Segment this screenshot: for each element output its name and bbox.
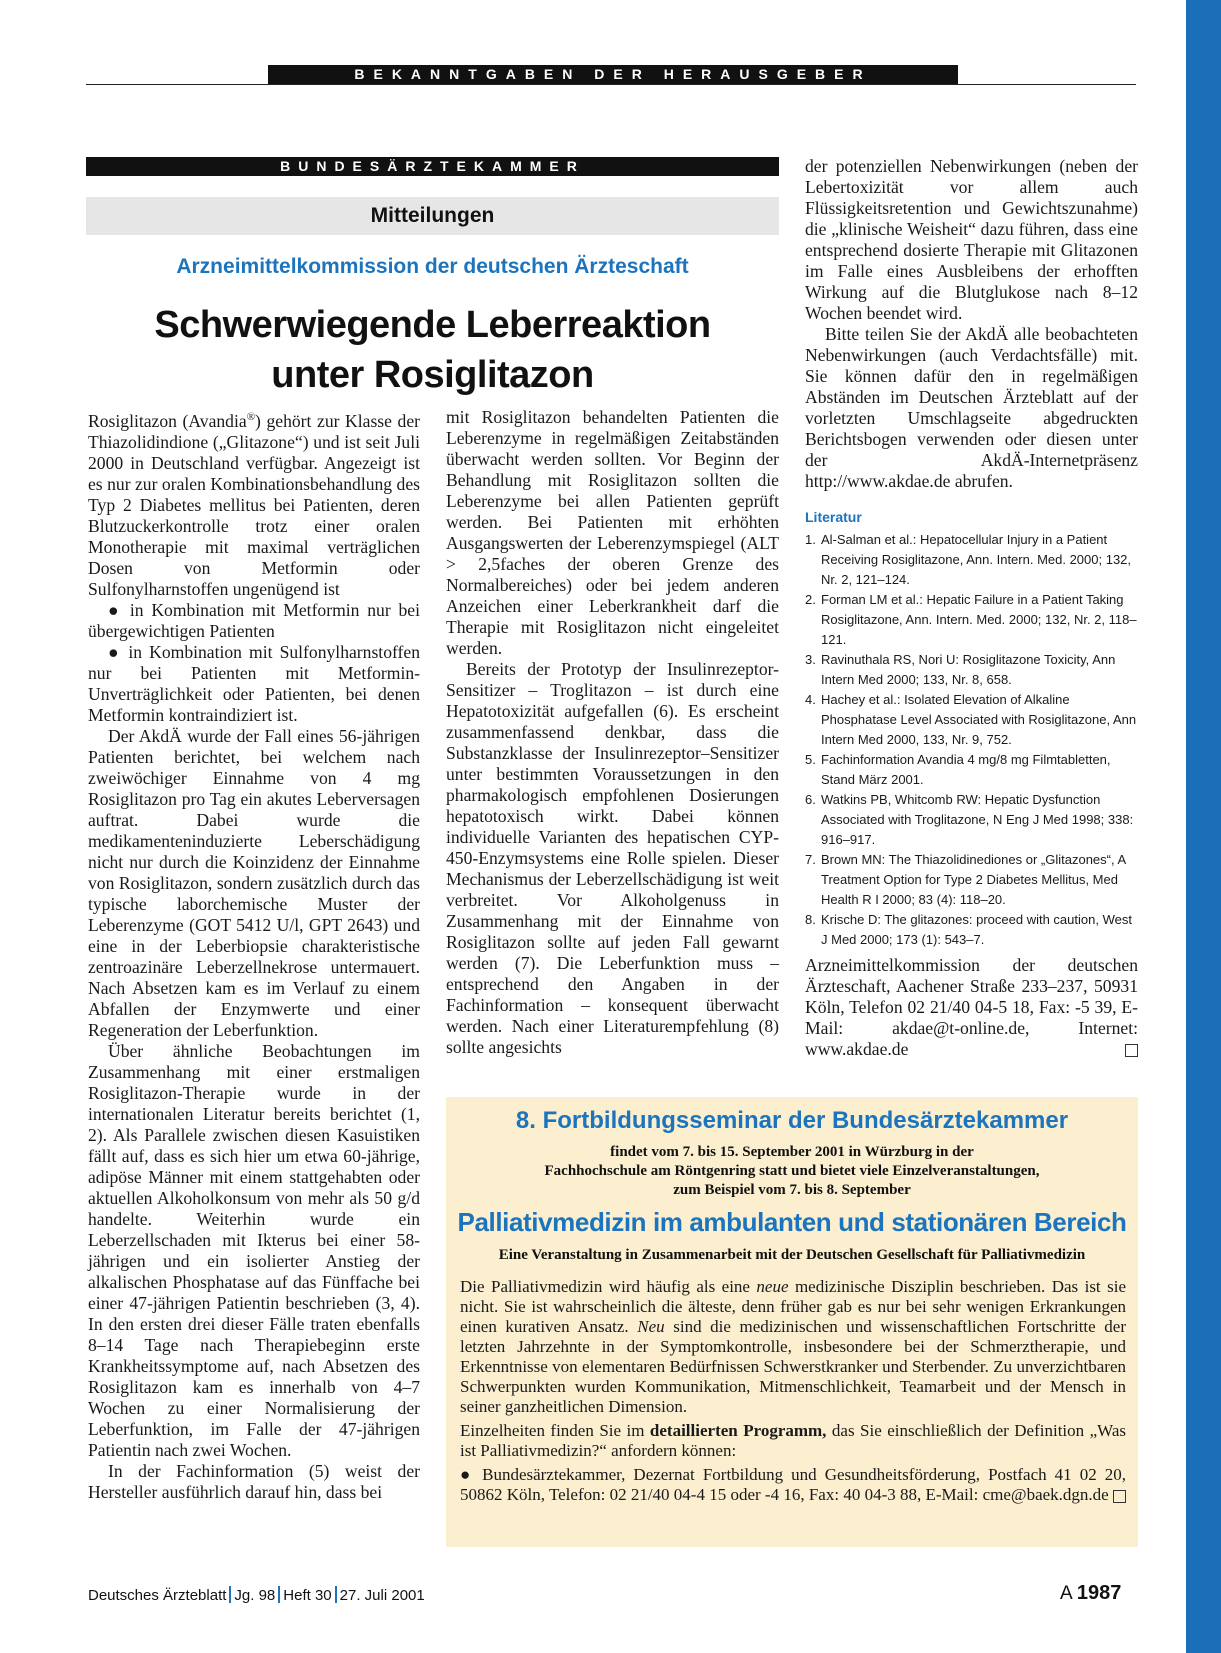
- seminar-subtitle-line: findet vom 7. bis 15. September 2001 in Würzburg in der: [610, 1144, 974, 1160]
- page-number-value: 1987: [1076, 1582, 1122, 1604]
- title-line-1: Schwerwiegende Leberreaktion: [154, 304, 711, 346]
- paragraph: Bereits der Prototyp der Insulinrezeptor-Sensitizer – Troglitazon – ist durch eine Hepatotoxizität aufgefallen (6). Es erscheint zusammenfassend denkbar, dass die Substanzklasse der Insulinrezeptor–Sensitizer unter bestimmten Voraussetzungen in den pharmakologisch empfohlenen Dosierungen hepatotoxisch wirkt. Dabei können individuelle Varianten des hepatischen CYP-450-Enzymsystems eine Rolle spielen. Dieser Mechanismus der Leberzellschädigung ist weit verbreitet. Vor Alkoholgenuss in Zusammenhang mit der Einnahme von Rosiglitazon sollte auf jeden Fall gewarnt werden (7). Die Leberfunktion muss – entsprechend den Angaben in der Fachinformation – konsequent überwacht werden. Nach einer Literaturempfehlung (8) sollte angesichts: [446, 659, 779, 1057]
- paragraph: mit Rosiglitazon behandelten Patienten die Leberenzyme in regelmäßigen Zeitabständen überwacht werden sollten. Vor Beginn der Behandlung mit Rosiglitazon sollten die Leberenzyme bei allen Patienten geprüft werden. Bei Patienten mit erhöhten Ausgangswerten der Leberenzymspiegel (ALT > 2,5faches der oberen Grenze des Normalbereiches) oder bei jedem anderen Anzeichen einer Leberkrankheit darf die Therapie mit Rosiglitazon nicht eingeleitet werden.: [446, 407, 779, 658]
- literature-text: Hachey et al.: Isolated Elevation of Alkaline Phosphatase Level Associated with Rosiglitazone, Ann Intern Med 2000, 133, Nr. 9, 752.: [821, 692, 1137, 747]
- journal-name: Deutsches Ärzteblatt: [88, 1587, 227, 1604]
- end-mark-icon: [1125, 1044, 1138, 1057]
- issue-date: 27. Juli 2001: [339, 1587, 425, 1604]
- contact-text: ● Bundesärztekammer, Dezernat Fortbildung und Gesundheitsförderung, Postfach 41 02 20, 50862 Köln, Telefon: 02 21/40 04-4 15 oder -4 16, Fax: 40 04-3 88, E-Mail: cme@baek.dgn.de: [460, 1465, 1126, 1504]
- separator: [229, 1586, 231, 1603]
- seminar-topic: Palliativmedizin im ambulanten und stationären Bereich: [457, 1207, 1127, 1237]
- header-rule: [86, 84, 1136, 85]
- literature-text: Ravinuthala RS, Nori U: Rosiglitazone Toxicity, Ann Intern Med 2000; 133, Nr. 8, 658.: [821, 652, 1116, 687]
- text-run: medizinische Disziplin beschrieben. Das ist sie nicht. Sie ist wahrscheinlich die älteste, denn früher gab es nur bei sehr wenigen Erkrankungen einen kurativen Ansatz.: [460, 1277, 1126, 1336]
- literature-number: 5.: [805, 752, 816, 767]
- paragraph: Bitte teilen Sie der AkdÄ alle beobachteten Nebenwirkungen (auch Verdachtsfälle) mit. Sie können dafür den in regelmäßigen Abständen im Deutschen Ärzteblatt auf der vorletzten Umschlagseite abgedruckten Berichtsbogen verwenden oder diesen unter der AkdÄ-Internetpräsenz http://www.akdae.de abrufen.: [805, 324, 1138, 491]
- issue: Heft 30: [283, 1587, 332, 1604]
- registered-mark: ®: [246, 411, 256, 423]
- literature-text: Al-Salman et al.: Hepatocellular Injury in a Patient Receiving Rosiglitazone, Ann. Intern. Med. 2000; 132, Nr. 2, 121–124.: [821, 532, 1132, 587]
- page-edge-stripe: [1186, 0, 1221, 1653]
- literature-heading: Literatur: [805, 509, 862, 525]
- seminar-paragraph: [460, 1421, 1126, 1461]
- literature-item: [805, 750, 1138, 790]
- text-run: das Sie einschließlich der Definition „Was ist Palliativmedizin?“ anfordern können:: [460, 1421, 1126, 1460]
- literature-number: 1.: [805, 532, 816, 547]
- literature-list: [805, 530, 1138, 950]
- literature-text: Krische D: The glitazones: proceed with caution, West J Med 2000; 173 (1): 543–7.: [821, 912, 1132, 947]
- literature-item: [805, 850, 1138, 910]
- literature-item: [805, 790, 1138, 850]
- organization-heading: Arzneimittelkommission der deutschen Ärzteschaft: [176, 255, 689, 278]
- separator: [278, 1586, 280, 1603]
- text-run: Die Palliativmedizin wird häufig als eine: [460, 1277, 757, 1296]
- literature-item: [805, 530, 1138, 590]
- seminar-subtitle-line: Fachhochschule am Röntgenring statt und bietet viele Einzelveranstaltungen,: [544, 1163, 1040, 1179]
- footer-citation: [88, 1586, 425, 1604]
- seminar-title: 8. Fortbildungsseminar der Bundesärztekammer: [515, 1107, 1069, 1134]
- seminar-paragraph: [460, 1277, 1126, 1417]
- rubric-heading: Mitteilungen: [86, 197, 779, 235]
- paragraph: Der AkdÄ wurde der Fall eines 56-jährigen Patienten berichtet, bei welchem nach zweiwöchiger Einnahme von 4 mg Rosiglitazon pro Tag ein akutes Leberversagen auftrat. Dabei wurde die medikamenteninduzierte Leberschädigung nicht nur durch die Koinzidenz der Einnahme von Rosiglitazon, sondern zusätzlich durch das typische laborchemische Muster der Leberenzyme (GOT 5412 U/l, GPT 2643) und eine in der Leberbiopsie charakteristische zentroazinäre Leberzellnekrose untermauert. Nach Absetzen kam es im Verlauf zu einem Abfallen der Enzymwerte und einer Regeneration der Leberfunktion.: [88, 725, 420, 1040]
- emphasis: Neu: [637, 1317, 665, 1336]
- emphasis: neue: [756, 1277, 789, 1296]
- article-column-3: [805, 156, 1138, 492]
- literature-number: 6.: [805, 792, 816, 807]
- article-title: [86, 300, 779, 400]
- section-label: BUNDESÄRZTEKAMMER: [86, 157, 779, 176]
- literature-item: [805, 590, 1138, 650]
- separator: [335, 1586, 337, 1603]
- bullet-item: ● in Kombination mit Sulfonylharnstoffen nur bei Patienten mit Metformin-Unverträglichkeit oder Patienten, bei denen Metformin kontraindiziert ist.: [88, 641, 420, 725]
- text-run: Rosiglitazon (Avandia: [88, 410, 247, 431]
- seminar-subtitle: [470, 1143, 1114, 1200]
- seminar-subtitle-line: zum Beispiel vom 7. bis 8. September: [673, 1182, 911, 1198]
- literature-text: Watkins PB, Whitcomb RW: Hepatic Dysfunction Associated with Troglitazone, N Eng J Med 1998; 338: 916–917.: [821, 792, 1134, 847]
- paragraph: der potenziellen Nebenwirkungen (neben der Lebertoxizität vor allem auch Flüssigkeitsretention und Gewichtszunahme) die „klinische Weisheit“ dazu führen, dass eine entsprechend dosierte Therapie mit Glitazonen im Falle eines Ausbleibens der erhofften Wirkung auf die Blutglukose nach 8–12 Wochen beendet wird.: [805, 156, 1138, 323]
- end-mark-icon: [1113, 1490, 1126, 1503]
- literature-number: 4.: [805, 692, 816, 707]
- article-column-1: [88, 407, 420, 1503]
- title-line-2: unter Rosiglitazon: [271, 354, 594, 396]
- text-run: Einzelheiten finden Sie im: [460, 1421, 650, 1440]
- article-column-2: [446, 407, 779, 1058]
- literature-item: [805, 690, 1138, 750]
- paragraph: In der Fachinformation (5) weist der Hersteller ausführlich darauf hin, dass bei: [88, 1460, 420, 1502]
- seminar-contact: [460, 1465, 1126, 1505]
- literature-text: Forman LM et al.: Hepatic Failure in a Patient Taking Rosiglitazone, Ann. Intern. Med. 2000; 132, Nr. 2, 118–121.: [821, 592, 1137, 647]
- literature-number: 3.: [805, 652, 816, 667]
- literature-number: 7.: [805, 852, 816, 867]
- strong-text: detaillierten Programm,: [649, 1421, 827, 1440]
- text-run: ) gehört zur Klasse der Thiazolidindione („Glitazone“) und ist seit Juli 2000 in Deutschland verfügbar. Angezeigt ist es nur zur oralen Kombinationsbehandlung des Typ 2 Diabetes mellitus bei Patienten, deren Blutzuckerkontrolle trotz einer oralen Monotherapie mit maximal verträglichen Dosen von Metformin oder Sulfonylharnstoffen ungenügend ist: [88, 410, 421, 599]
- literature-item: [805, 910, 1138, 950]
- page-number: [1060, 1582, 1121, 1605]
- header-kicker: BEKANNTGABEN DER HERAUSGEBER: [268, 65, 958, 84]
- literature-number: 8.: [805, 912, 816, 927]
- paragraph: Über ähnliche Beobachtungen im Zusammenhang mit einer erstmaligen Rosiglitazon-Therapie wurde in der internationalen Literatur bereits berichtet (1, 2). Als Parallele zwischen diesen Kasuistiken fällt auf, dass es sich hier um etwa 60-jährige, adipöse Männer mit einem stattgehabten oder aktuellen Alkoholkonsum von mehr als 50 g/d handelte. Weiterhin wurde ein Leberzellschaden mit Ikterus bei einer 58-jährigen und ein isolierter Anstieg der alkalischen Phosphatase auf das Fünffache bei einer 47-jährigen Patientin beschrieben (3, 4). In den ersten drei dieser Fälle traten ebenfalls 8–14 Tage nach Therapiebeginn erste Krankheitssymptome auf, nach Absetzen des Rosiglitazon kam es innerhalb von 4–7 Wochen zu einer Normalisierung der Leberfunktion, im Falle der 47-jährigen Patientin nach zwei Wochen.: [88, 1040, 420, 1460]
- literature-item: [805, 650, 1138, 690]
- page-prefix: A: [1060, 1583, 1072, 1604]
- contact-address: [805, 955, 1138, 1060]
- address-text: Arzneimittelkommission der deutschen Ärzteschaft, Aachener Straße 233–237, 50931 Köln, Telefon 02 21/40 04-5 18, Fax: -5 39, E-Mail: akdae@t-online.de, Internet: www.akdae.de: [805, 955, 1138, 1059]
- literature-number: 2.: [805, 592, 816, 607]
- bullet-item: ● in Kombination mit Metformin nur bei übergewichtigen Patienten: [88, 599, 420, 641]
- volume: Jg. 98: [234, 1587, 276, 1604]
- literature-text: Fachinformation Avandia 4 mg/8 mg Filmtabletten, Stand März 2001.: [821, 752, 1111, 787]
- seminar-event-line: Eine Veranstaltung in Zusammenarbeit mit der Deutschen Gesellschaft für Palliativmedizin: [498, 1247, 1086, 1263]
- literature-text: Brown MN: The Thiazolidinediones or „Glitazones“, A Treatment Option for Type 2 Diabetes Mellitus, Med Health R I 2000; 83 (4): 118–20.: [821, 852, 1126, 907]
- text-run: sind die medizinischen und wissenschaftlichen Fortschritte der letzten Jahrzehnte in der Symptomkontrolle, insbesondere bei der Schmerztherapie, und Erkenntnisse von elementaren Bedürfnissen Schwerstkranker und Sterbender. Zu unverzichtbaren Schwerpunkten wurden Kommunikation, Mitmenschlichkeit, Teamarbeit und der Mensch in seiner ganzheitlichen Dimension.: [460, 1317, 1126, 1416]
- seminar-body: [460, 1277, 1126, 1509]
- paragraph: [88, 407, 420, 600]
